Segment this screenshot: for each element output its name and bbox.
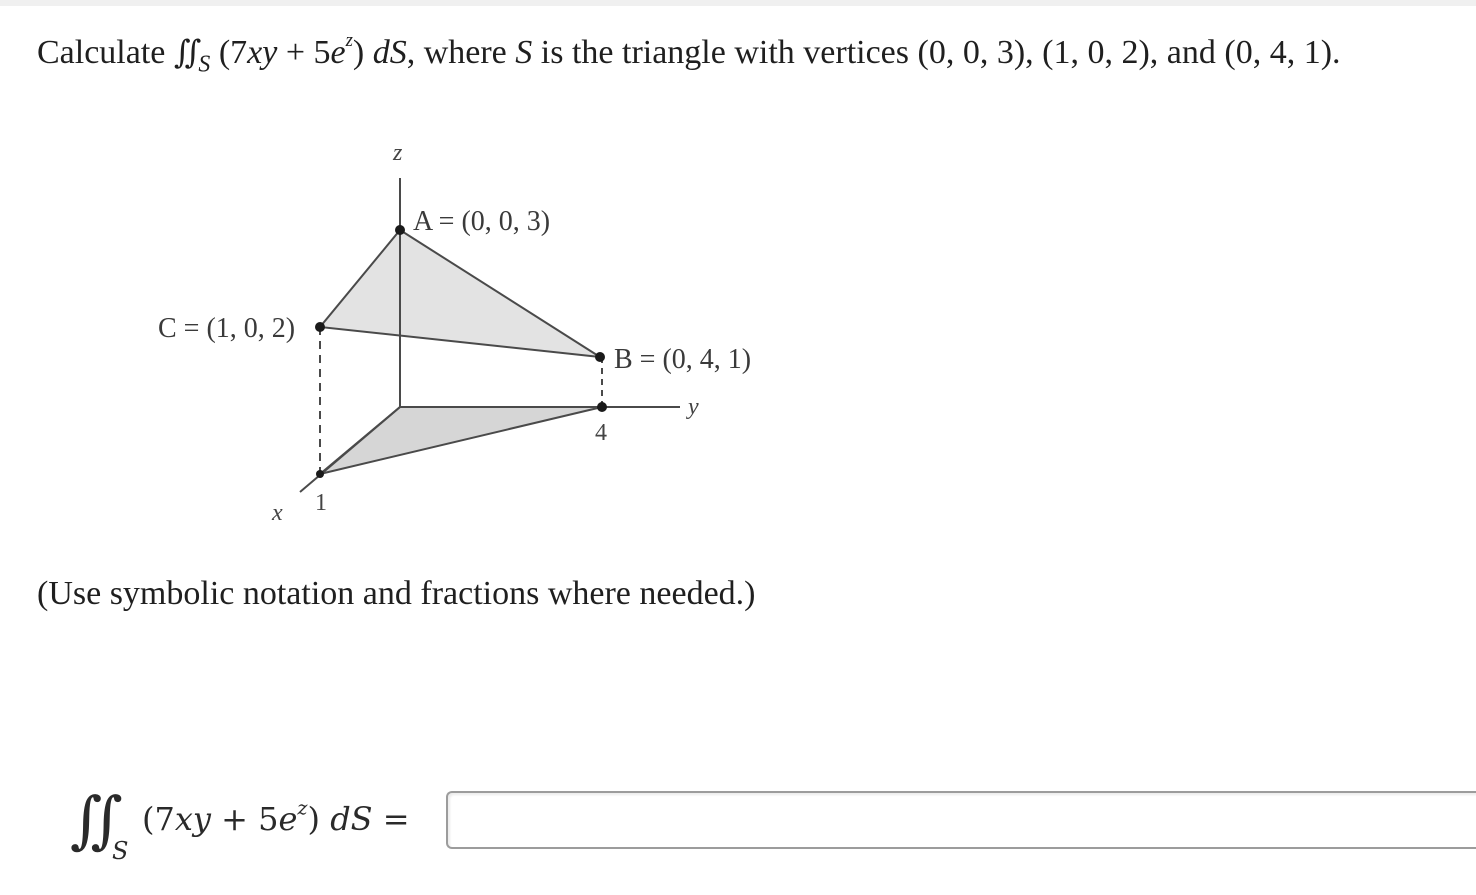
point-a-marker — [395, 225, 405, 235]
question-text — [37, 30, 1341, 78]
answer-differential: dS — [330, 800, 373, 838]
y-axis-label: y — [688, 394, 699, 420]
x-tick-marker — [316, 470, 324, 478]
integrand-open: (7 — [210, 34, 248, 71]
answer-integral-subscript: S — [112, 837, 129, 865]
integrand-mid: + 5 — [277, 34, 331, 71]
question-suffix-2: is the triangle with vertices (0, 0, 3), (1, 0, 2), and (0, 4, 1). — [532, 34, 1341, 71]
question-prefix: Calculate — [37, 34, 174, 71]
instruction-text: (Use symbolic notation and fractions where needed.) — [37, 575, 756, 612]
answer-integrand-close: ) — [307, 800, 331, 838]
integral-subscript: S — [198, 51, 211, 78]
projection-triangle — [320, 407, 602, 474]
z-axis-label: z — [393, 140, 403, 166]
point-a-label: A = (0, 0, 3) — [413, 206, 551, 237]
answer-integrand-e: e — [278, 800, 298, 838]
differential-ds: dS — [372, 34, 407, 71]
x-tick-label: 1 — [315, 490, 327, 516]
x-axis-label: x — [272, 500, 283, 526]
question-suffix-1: , where — [406, 34, 516, 71]
triangle-figure — [150, 130, 790, 530]
answer-integrand-open: (7 — [142, 800, 175, 838]
answer-integrand-mid: + 5 — [210, 800, 279, 838]
y-tick-marker — [597, 402, 607, 412]
surface-symbol: S — [515, 34, 533, 71]
point-b-label: B = (0, 4, 1) — [614, 344, 752, 375]
integrand-xy: xy — [247, 34, 278, 71]
integrand-e: e — [330, 34, 346, 71]
surface-triangle — [320, 230, 600, 357]
answer-input[interactable] — [446, 791, 1476, 849]
answer-row — [70, 775, 1476, 875]
y-tick-label: 4 — [595, 420, 607, 446]
answer-integrand-xy: xy — [174, 800, 211, 838]
answer-integrand-exponent: z — [297, 796, 308, 820]
answer-equals-sign: = — [372, 800, 410, 838]
top-divider — [0, 0, 1476, 6]
point-b-marker — [595, 352, 605, 362]
integrand-close: ) — [352, 34, 373, 71]
integrand-exponent: z — [345, 30, 353, 52]
point-c-label: C = (1, 0, 2) — [158, 313, 296, 344]
point-c-marker — [315, 322, 325, 332]
answer-integrand — [142, 797, 410, 841]
triangle-diagram — [150, 130, 790, 530]
double-integral-symbol: ∬ — [173, 34, 199, 70]
answer-double-integral-icon: ∬ — [70, 783, 109, 856]
